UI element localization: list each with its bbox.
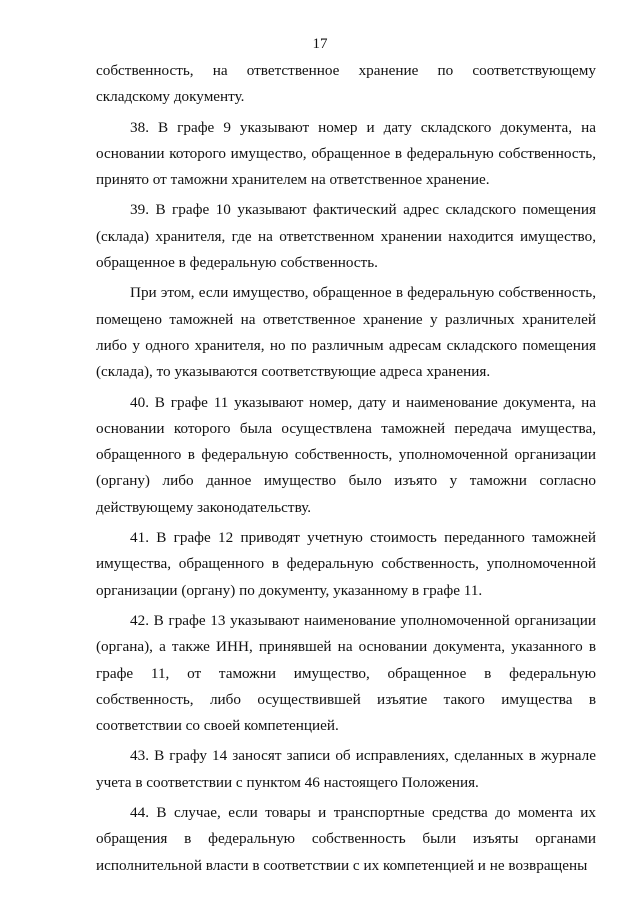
paragraph-39: 39. В графе 10 указывают фактический адрес складского помещения (склада) хранителя, где на ответственном хранении находится имущество, обращенное в федеральную собственность.: [96, 201, 596, 272]
paragraph-43: 43. В графу 14 заносят записи об исправлениях, сделанных в журнале учета в соответствии с пунктом 46 настоящего Положения.: [96, 747, 596, 791]
paragraph-38: 38. В графе 9 указывают номер и дату складского документа, на основании которого имущество, обращенное в федеральную собственность, принято от таможни хранителем на ответственное хранение.: [96, 118, 596, 189]
paragraph-44: 44. В случае, если товары и транспортные средства до момента их обращения в федеральную собственность были изъяты органами исполнительной власти в соответствии с их компетенцией и не возвращены: [96, 804, 596, 874]
page-number: 17: [312, 36, 328, 52]
paragraph-40: 40. В графе 11 указывают номер, дату и наименование документа, на основании которого была осуществлена таможней передача имущества, обращенного в федеральную собственность, уполномоченной организации (органу) либо данное имущество было изъято у таможни согласно действующему законодательству.: [96, 393, 596, 516]
paragraph-39-note: При этом, если имущество, обращенное в федеральную собственность, помещено таможней на ответственное хранение у различных хранителей либо у одного хранителя, но по различным адресам складского помещения (склада), то указываются соответствующие адреса хранения.: [96, 284, 596, 381]
document-body: [96, 58, 596, 879]
paragraph-41: 41. В графе 12 приводят учетную стоимость переданного таможней имущества, обращенного в федеральную собственность, уполномоченной организации (органу) по документу, указанному в графе 11.: [96, 529, 596, 599]
paragraph-42: 42. В графе 13 указывают наименование уполномоченной организации (органа), а также ИНН, принявшей на основании документа, указанного в графе 11, от таможни имущество, обращенное в федеральную собственность, либо осуществившей изъятие такого имущества в соответствии со своей компетенцией.: [96, 611, 596, 735]
paragraph-continuation: собственность, на ответственное хранение по соответствующему складскому документу.: [96, 62, 596, 106]
